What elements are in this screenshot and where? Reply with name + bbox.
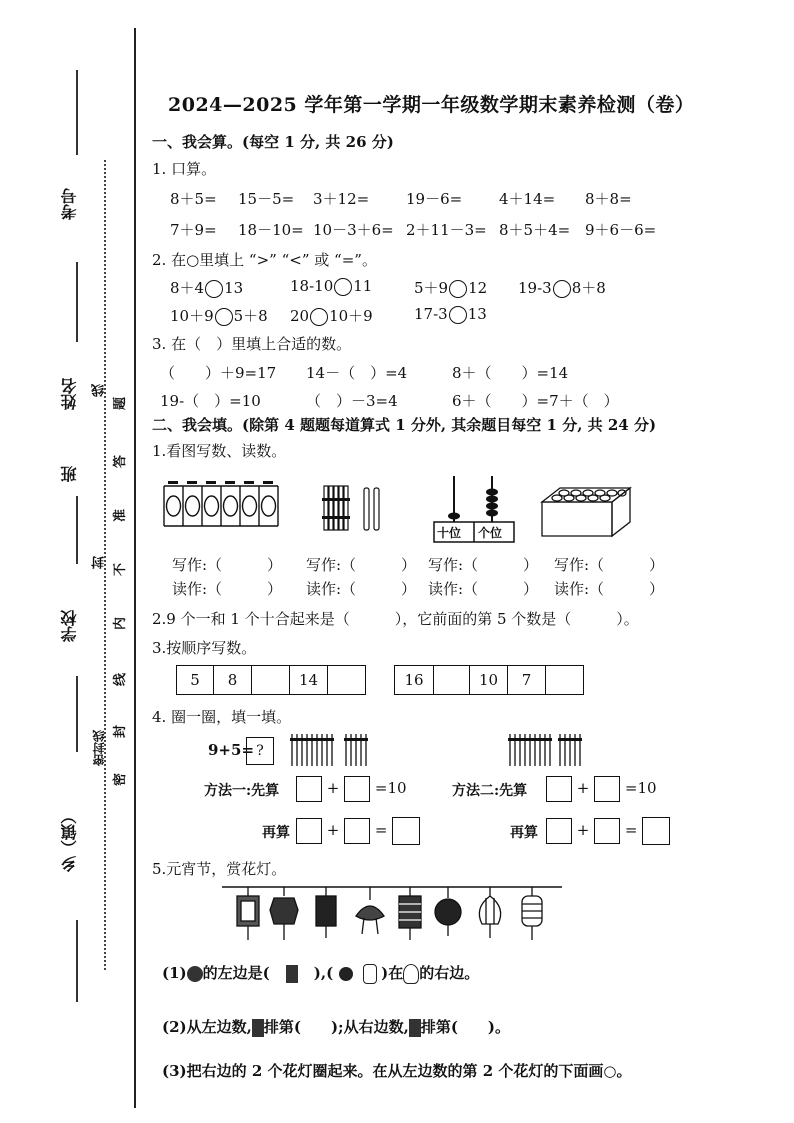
part1-heading: 一、我会算。(每空 1 分, 共 26 分): [152, 133, 394, 151]
class-blank[interactable]: [76, 496, 78, 564]
oral-calc-item[interactable]: 18－10=: [238, 221, 304, 239]
seal-char: 密: [113, 772, 129, 787]
compare-circle[interactable]: [553, 280, 571, 298]
sequence-cell[interactable]: [546, 665, 584, 695]
round-lantern-icon: [339, 967, 353, 981]
p2-q5-label: 5.元宵节，赏花灯。: [152, 860, 287, 878]
sequence-cell[interactable]: 16: [394, 665, 434, 695]
box-lantern-icon: [252, 1019, 264, 1037]
answer-box[interactable]: [344, 818, 370, 844]
compare-circle[interactable]: [205, 280, 223, 298]
method1-label: 方法一:先算: [204, 783, 280, 799]
sequence-cell[interactable]: [434, 665, 470, 695]
method2-line2: + =: [546, 817, 670, 845]
sticks-group-left: [288, 732, 378, 768]
oral-calc-item[interactable]: 9＋6－6=: [585, 221, 657, 239]
seal-line-label-bottom: 密封线: [92, 730, 106, 766]
seal-char: 准: [113, 508, 129, 523]
answer-box[interactable]: [344, 776, 370, 802]
seal-char: 线: [113, 672, 129, 687]
exam-no-label: 考号: [60, 188, 79, 220]
name-label: 姓名: [60, 378, 79, 410]
abacus-label-ones: 个位: [478, 526, 503, 540]
oral-calc-item[interactable]: 15－5=: [238, 190, 295, 208]
ten-bundles-illustration: [162, 480, 280, 532]
seal-line-label-mid: 封: [92, 556, 107, 569]
p2-q1-label: 1.看图写数、读数。: [152, 442, 287, 460]
compare-item: 20 10＋9: [290, 307, 373, 325]
oral-calc-item[interactable]: 4＋14=: [499, 190, 556, 208]
town-label: 乡（镇）: [60, 808, 79, 872]
stick-bundle-illustration: [318, 484, 392, 534]
write-blank[interactable]: 写作:（ ）: [306, 556, 417, 574]
fill-item[interactable]: （ ）＋9=17: [160, 364, 277, 382]
write-blank[interactable]: 写作:（ ）: [428, 556, 539, 574]
compare-circle[interactable]: [449, 306, 467, 324]
sequence-cell[interactable]: 8: [214, 665, 252, 695]
write-blank[interactable]: 写作:（ ）: [554, 556, 665, 574]
compare-circle[interactable]: [334, 278, 352, 296]
answer-box[interactable]: [594, 818, 620, 844]
oral-calc-item[interactable]: 2＋11－3=: [406, 221, 487, 239]
oral-calc-item[interactable]: 10－3＋6=: [313, 221, 394, 239]
oral-calc-item[interactable]: 8＋5=: [170, 190, 217, 208]
seal-char: 题: [113, 396, 129, 411]
p2-q3-label: 3.按顺序写数。: [152, 639, 257, 657]
p2-q2: 2.9 个一和 1 个十合起来是（ ），它前面的第 5 个数是（ ）。: [152, 610, 639, 628]
fill-item[interactable]: 14－（ ）=4: [306, 364, 408, 382]
sequence-cell[interactable]: 14: [290, 665, 328, 695]
town-blank[interactable]: [76, 920, 78, 1002]
abacus-label-tens: 十位: [437, 526, 462, 540]
box-illustration: [540, 486, 632, 538]
page-title: 2024—2025 学年第一学期一年级数学期末素养检测（卷）: [168, 94, 695, 116]
compare-item: 19-3 8＋8: [518, 279, 606, 297]
palace-lantern-icon: [286, 965, 298, 983]
q2-label: 2. 在○里填上 “>” “<” 或 “=”。: [152, 251, 377, 269]
method1-then-label: 再算: [262, 825, 290, 841]
school-label: 学校: [60, 610, 79, 642]
sequence-cell[interactable]: 5: [176, 665, 214, 695]
answer-box[interactable]: [642, 817, 670, 845]
read-blank[interactable]: 读作:（ ）: [428, 580, 539, 598]
compare-circle[interactable]: [310, 308, 328, 326]
oral-calc-item[interactable]: 7＋9=: [170, 221, 217, 239]
sequence-cell[interactable]: [328, 665, 366, 695]
seal-char: 不: [113, 562, 129, 577]
sequence-cell[interactable]: [252, 665, 290, 695]
read-blank[interactable]: 读作:（ ）: [306, 580, 417, 598]
q4-equation: 9+5=: [208, 741, 255, 759]
compare-circle[interactable]: [449, 280, 467, 298]
sticks-group-right: [506, 732, 584, 768]
name-blank[interactable]: [76, 262, 78, 342]
seal-char: 内: [113, 616, 129, 631]
answer-box[interactable]: [296, 776, 322, 802]
sequence-cell[interactable]: 7: [508, 665, 546, 695]
seal-line-label-top: 线: [92, 384, 107, 397]
q5-sentence-1: (1) 的左边是( ),( )在 的右边。: [162, 964, 480, 982]
oral-calc-item[interactable]: 8＋5＋4=: [499, 221, 571, 239]
fill-item[interactable]: 6＋（ ）=7＋（ ）: [452, 392, 619, 410]
q5-sentence-2: (2)从左边数, 排第( );从右边数, 排第( )。: [162, 1018, 511, 1036]
read-blank[interactable]: 读作:（ ）: [172, 580, 283, 598]
palace-lantern-icon: [409, 1019, 421, 1037]
oral-calc-item[interactable]: 3＋12=: [313, 190, 370, 208]
fill-item[interactable]: 19-（ ）=10: [160, 392, 261, 410]
binding-line: [134, 28, 136, 1108]
compare-item: 17-3 13: [414, 305, 487, 323]
oral-calc-item[interactable]: 8＋8=: [585, 190, 632, 208]
exam-no-blank[interactable]: [76, 70, 78, 155]
method1-line2: + =: [296, 817, 420, 845]
compare-item: 8＋4 13: [170, 279, 244, 297]
method1-line1: + =10: [296, 776, 407, 802]
answer-box[interactable]: [594, 776, 620, 802]
answer-box[interactable]: [546, 818, 572, 844]
lanterns-illustration: [222, 884, 562, 946]
cylinder-lantern-icon: [363, 964, 377, 984]
sequence-cell[interactable]: 10: [470, 665, 508, 695]
seal-char: 封: [113, 724, 129, 739]
q3-label: 3. 在（ ）里填上合适的数。: [152, 335, 352, 353]
answer-box[interactable]: [392, 817, 420, 845]
answer-box[interactable]: [296, 818, 322, 844]
fill-item[interactable]: 8＋（ ）=14: [452, 364, 569, 382]
method2-line1: + =10: [546, 776, 657, 802]
fill-item[interactable]: （ ）－3=4: [306, 392, 398, 410]
seal-char: 答: [113, 454, 129, 469]
part2-heading: 二、我会填。(除第 4 题题每道算式 1 分外, 其余题目每空 1 分, 共 24 分): [152, 416, 657, 434]
q1-label: 1. 口算。: [152, 160, 217, 178]
method2-label: 方法二:先算: [452, 783, 528, 799]
compare-item: 18-10 11: [290, 277, 373, 295]
write-blank[interactable]: 写作:（ ）: [172, 556, 283, 574]
school-blank[interactable]: [76, 676, 78, 752]
lotus-lantern-icon: [187, 966, 203, 982]
oral-calc-item[interactable]: 19－6=: [406, 190, 463, 208]
answer-box[interactable]: [546, 776, 572, 802]
read-blank[interactable]: 读作:（ ）: [554, 580, 665, 598]
compare-circle[interactable]: [215, 308, 233, 326]
p2-q4-label: 4. 圈一圈，填一填。: [152, 708, 292, 726]
q4-answer-box[interactable]: ?: [246, 737, 274, 765]
compare-item: 10＋9 5＋8: [170, 307, 268, 325]
method2-then-label: 再算: [510, 825, 538, 841]
compare-item: 5＋9 12: [414, 279, 488, 297]
q5-sentence-3: (3)把右边的 2 个花灯圈起来。在从左边数的第 2 个花灯的下面画○。: [162, 1062, 632, 1080]
class-label: 班: [60, 466, 79, 482]
onion-lantern-icon: [403, 964, 419, 984]
